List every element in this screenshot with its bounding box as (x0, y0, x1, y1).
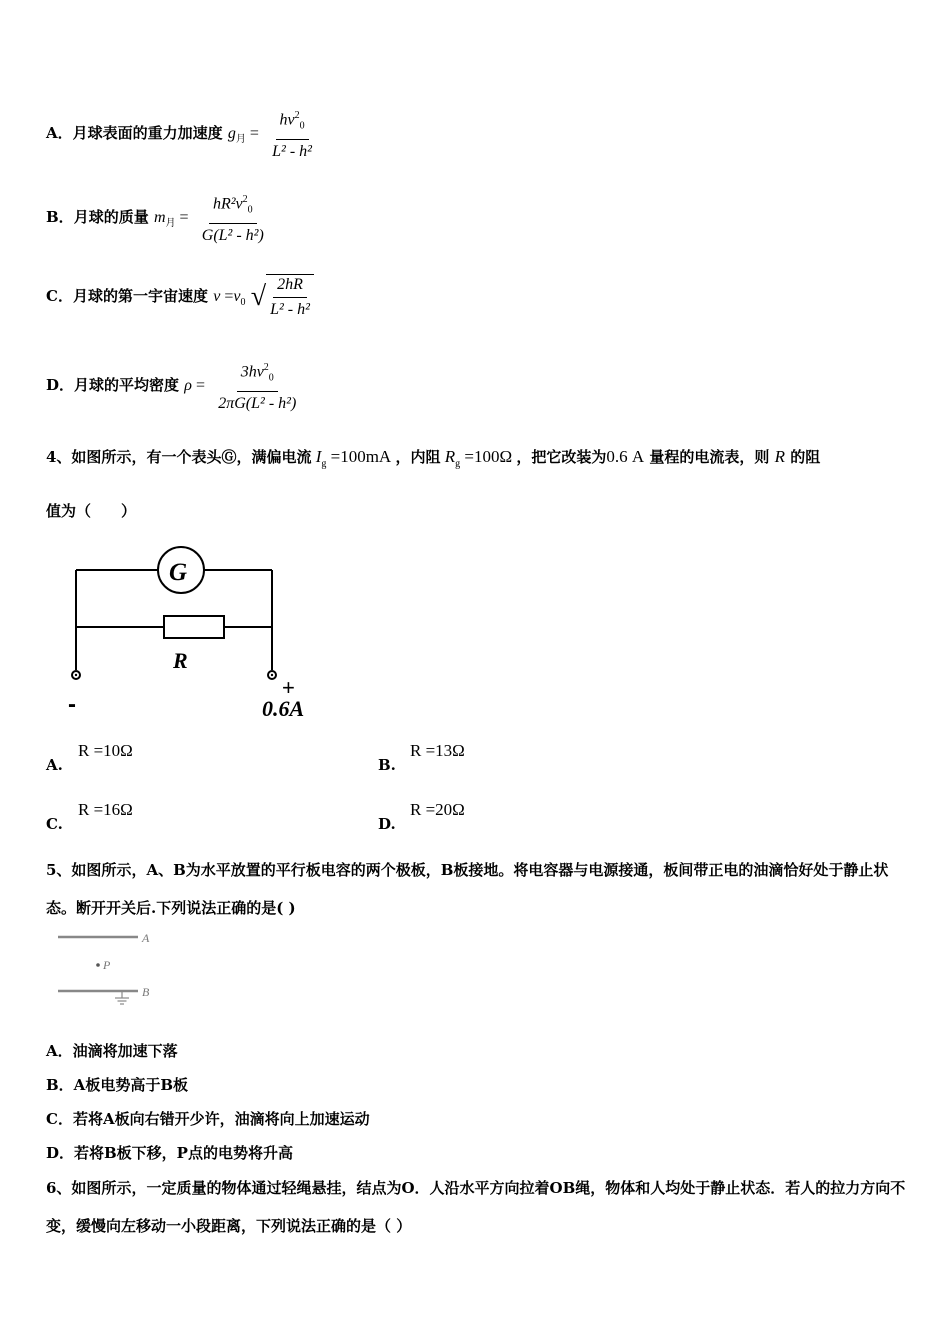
q4-option-c-label: C. (46, 815, 63, 833)
q4-option-d-value: R =20Ω (410, 800, 465, 819)
formula-lhs: $v =v_0$ (213, 288, 246, 309)
q4-option-a-label: A. (46, 756, 63, 774)
q6-question-text: 6、如图所示，一定质量的物体通过轻绳悬挂，结点为O．人沿水平方向拉着OB绳，物体和人均处于静止状态．若人的拉力方向不变，缓慢向左移动一小段距离，下列说法正确的是（ ） (46, 1179, 906, 1235)
q4-option-b-label: B. (378, 756, 396, 774)
q4-option-a-value: R =10Ω (78, 741, 133, 760)
q3-option-c: C．月球的第一宇宙速度 $v =v_0$ √ $\frac{2hR}{\text{L² - h²}}$ (46, 274, 314, 320)
q4-option-b-value: R =13Ω (410, 741, 465, 760)
oil-drop (96, 963, 100, 967)
formula-fraction: $\frac{3hv^2_0}{\text{2πG(L² - h²)}}$ (214, 358, 300, 414)
q3-option-a: A．月球表面的重力加速度 $g_月$ = $\frac{hv^2_0}{\text{L² - h²}}$ (46, 106, 316, 162)
formula-lhs: $g_月$ = (227, 124, 259, 145)
q4-circuit-diagram (60, 540, 330, 730)
formula-lhs: $m_月$ = (153, 208, 189, 229)
plus-label: + (282, 675, 295, 700)
resistor (164, 616, 224, 638)
q5-question-text: 5、如图所示，A、B为水平放置的平行板电容的两个极板，B板接地。将电容器与电源接通，板间带正电的油滴恰好处于静止状态。断开开关后.下列说法正确的是( ) (46, 861, 889, 917)
q5-option-d: D．若将B板下移，P点的电势将升高 (46, 1144, 293, 1162)
formula-fraction: $\frac{hR^2v^2_0}{\text{G(L² - h²)}}$ (198, 190, 268, 246)
q5-option-a: A．油滴将加速下落 (46, 1042, 178, 1060)
plate-a-label: A (142, 931, 150, 945)
resistor-label: R (173, 648, 188, 673)
q5-option-c: C．若将A板向右错开少许，油滴将向上加速运动 (46, 1110, 370, 1128)
q4-question-line1: 4、如图所示，有一个表头Ⓖ，满偏电流 $I_g =100mA$ ，内阻 $R_g =100\Omega$ ，把它改装为0.6 A 量程的电流表，则 R 的阻 (46, 447, 821, 470)
q4-option-d-label: D. (378, 815, 396, 833)
range-label: 0.6A (262, 696, 305, 721)
q3-option-d: D．月球的平均密度 ρ = $\frac{3hv^2_0}{\text{2πG(L² - h²)}}$ (46, 358, 300, 414)
ground-icon (115, 991, 129, 1004)
minus-label: - (68, 691, 76, 718)
point-p-label: P (103, 958, 111, 972)
q5-capacitor-diagram (56, 928, 166, 1010)
q5-option-b: B．A板电势高于B板 (46, 1076, 188, 1094)
formula-lhs: ρ = (184, 376, 205, 394)
q4-option-c-value: R =16Ω (78, 800, 133, 819)
formula-fraction: $\frac{hv^2_0}{\text{L² - h²}}$ (268, 106, 316, 162)
plate-b-label: B (142, 985, 150, 999)
q3-option-b: B．月球的质量 $m_月$ = $\frac{hR^2v^2_0}{\text{G(L² - h²)}}$ (46, 190, 268, 246)
formula-fraction: $\frac{2hR}{\text{L² - h²}}$ (266, 274, 314, 320)
q4-question-line2: 值为（ ） (46, 502, 137, 520)
galvanometer-label: G (169, 559, 188, 586)
sqrt-icon: √ (250, 281, 267, 312)
